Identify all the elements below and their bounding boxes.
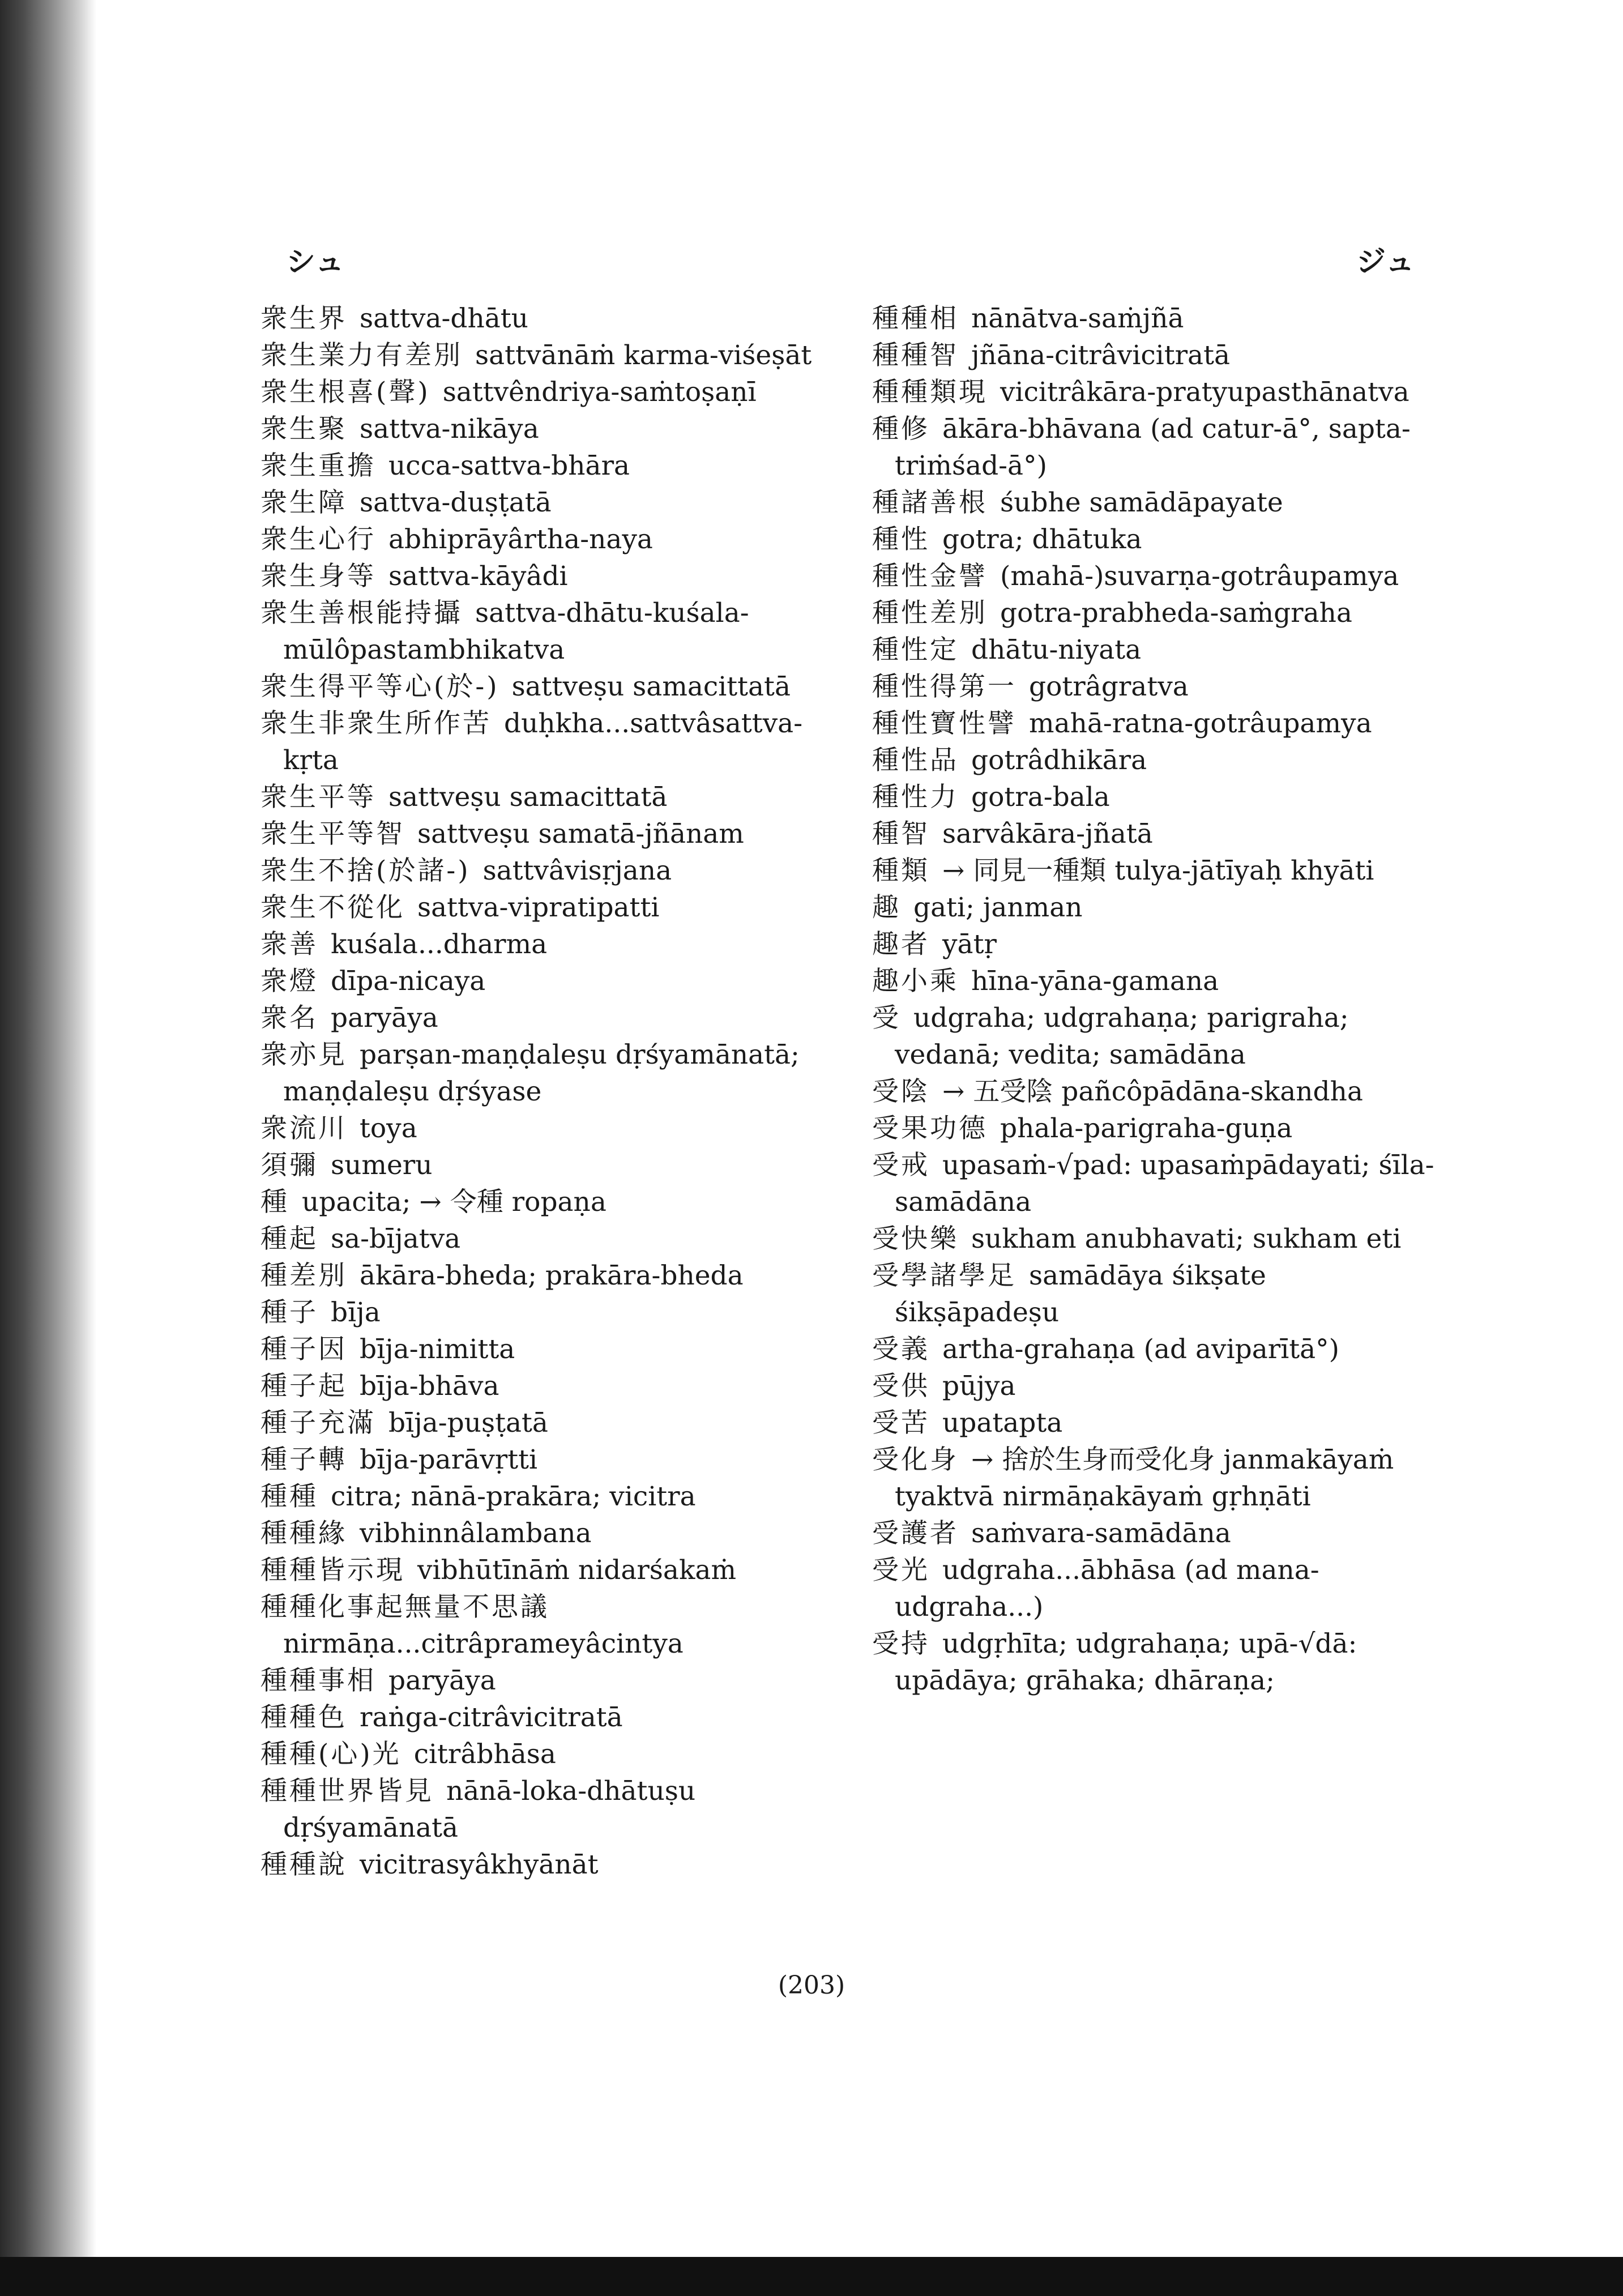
dictionary-entry [260,1552,821,1589]
entry-headword: 種種(心)光 [260,1739,402,1770]
entry-headword: 受陰 [872,1076,930,1107]
entry-headword: 衆生不捨(於諸-) [260,855,471,886]
entry-headword: 種子起 [260,1371,347,1402]
entry-headword: 種種說 [260,1849,347,1880]
entry-sanskrit: sattva-kāyâdi [388,561,568,592]
entry-headword: 種智 [872,818,930,850]
entry-headword: 衆生平等 [260,782,376,813]
dictionary-entry [872,963,1438,1000]
entry-sanskrit: bīja [331,1297,381,1328]
entry-sanskrit: dhātu-niyata [971,634,1142,665]
entry-sanskrit: udgraha...ābhāsa (ad mana-udgraha...) [895,1555,1319,1623]
entry-headword: 種性寶性譬 [872,708,1016,739]
dictionary-entry [260,705,821,779]
dictionary-entry [872,1441,1438,1515]
dictionary-entry [872,595,1438,631]
entry-sanskrit: dīpa-nicaya [331,966,486,997]
dictionary-entry [260,1662,821,1699]
entry-sanskrit: artha-grahaṇa (ad aviparītā°) [942,1334,1339,1365]
entry-sanskrit: vibhinnâlambana [360,1518,592,1549]
dictionary-entry [872,742,1438,779]
entry-sanskrit: hīna-yāna-gamana [971,966,1219,997]
entry-sanskrit: ākāra-bhāvana (ad catur-ā°, sapta-triṁśad-ā°) [895,413,1411,481]
entry-headword: 種種化事起無量不思議 [260,1591,549,1623]
dictionary-entry [260,1331,821,1368]
book-binding-shadow [0,0,96,2296]
entry-headword: 種種智 [872,340,959,371]
entry-sanskrit: paryāya [331,1002,438,1034]
entry-headword: 衆生得平等心(於-) [260,671,499,702]
dictionary-entry [260,558,821,595]
entry-headword: 種種事相 [260,1665,376,1696]
dictionary-entry [260,300,821,337]
dictionary-entry [260,963,821,1000]
dictionary-entry [872,1000,1438,1073]
dictionary-entry [872,889,1438,926]
entry-sanskrit: phala-parigraha-guṇa [1000,1113,1293,1144]
entry-headword: 衆生不從化 [260,892,405,923]
dictionary-entry [872,337,1438,374]
entry-sanskrit: sattvâvisṛjana [482,855,672,886]
entry-sanskrit: gati; janman [913,892,1083,923]
entry-headword: 種性差別 [872,598,988,629]
dictionary-entry [260,852,821,889]
entry-sanskrit: upatapta [942,1407,1063,1439]
dictionary-entry [260,1589,821,1662]
dictionary-entry [872,705,1438,742]
entry-headword: 趣者 [872,929,930,960]
entry-sanskrit: sattva-vipratipatti [417,892,660,923]
entry-sanskrit: vibhūtīnāṁ nidarśakaṁ [417,1555,737,1586]
entry-headword: 種種世界皆見 [260,1776,434,1807]
dictionary-entry [260,1368,821,1405]
entry-sanskrit: raṅga-citrâvicitratā [360,1702,623,1733]
entry-sanskrit: sattveṣu samacittatā [388,782,668,813]
entry-headword: 衆生業力有差別 [260,340,463,371]
dictionary-entry [872,1552,1438,1625]
entry-sanskrit: kuśala...dharma [331,929,548,960]
dictionary-entry [872,779,1438,816]
entry-sanskrit: yātṛ [942,929,997,960]
dictionary-entry [872,1515,1438,1552]
dictionary-entry [260,1478,821,1515]
dictionary-entry [260,1441,821,1478]
left-column [260,300,821,1883]
dictionary-entry [260,1773,821,1846]
entry-sanskrit: nānā-loka-dhātuṣu dṛśyamānatā [283,1776,696,1843]
dictionary-entry [872,1331,1438,1368]
entry-sanskrit: → 五受陰 pañcôpādāna-skandha [942,1076,1363,1107]
entry-headword: 種子轉 [260,1444,347,1475]
entry-sanskrit: sattva-dhātu-kuśala-mūlôpastambhikatva [283,598,749,665]
dictionary-entry [260,595,821,668]
dictionary-entry [872,558,1438,595]
entry-sanskrit: gotra-prabheda-saṁgraha [1000,598,1352,629]
entry-headword: 種 [260,1187,289,1218]
entry-sanskrit: upasaṁ-√pad: upasaṁpādayati; śīla-samādāna [895,1150,1434,1218]
entry-headword: 受化身 [872,1444,959,1475]
entry-headword: 種種皆示現 [260,1555,405,1586]
entry-sanskrit: nirmāṇa...citrâprameyâcintya [283,1628,684,1659]
entry-headword: 衆名 [260,1002,318,1034]
entry-headword: 種諸善根 [872,487,988,518]
entry-sanskrit: citra; nānā-prakāra; vicitra [331,1481,696,1512]
entry-sanskrit: udgraha; udgrahaṇa; parigraha; vedanā; vedita; samādāna [895,1002,1349,1070]
entry-headword: 種性力 [872,782,959,813]
entry-sanskrit: bīja-parāvṛtti [360,1444,538,1475]
page-number: (203) [778,1971,845,2000]
entry-headword: 衆生障 [260,487,347,518]
entry-sanskrit: mahā-ratna-gotrâupamya [1029,708,1372,739]
dictionary-entry [872,816,1438,852]
entry-headword: 種修 [872,413,930,445]
entry-headword: 受持 [872,1628,930,1659]
entry-sanskrit: pūjya [942,1371,1016,1402]
entry-sanskrit: gotrâgratva [1029,671,1189,702]
entry-headword: 種性金譬 [872,561,988,592]
entry-sanskrit: sukham anubhavati; sukham eti [971,1223,1402,1254]
entry-sanskrit: vicitrâkāra-pratyupasthānatva [1000,377,1410,408]
dictionary-entry [872,1073,1438,1110]
entry-headword: 受供 [872,1371,930,1402]
entry-sanskrit: sattveṣu samatā-jñānam [417,818,744,850]
dictionary-entry [260,1220,821,1257]
dictionary-entry [260,484,821,521]
dictionary-entry [872,1110,1438,1147]
entry-headword: 種種緣 [260,1518,347,1549]
entry-headword: 受戒 [872,1150,930,1181]
entry-headword: 種子因 [260,1334,347,1365]
entry-sanskrit: bīja-bhāva [360,1371,499,1402]
entry-headword: 衆生平等智 [260,818,405,850]
entry-sanskrit: sattvêndriya-saṁtoṣaṇī [442,377,757,408]
entry-headword: 受苦 [872,1407,930,1439]
dictionary-entry [260,411,821,447]
dictionary-entry [872,926,1438,963]
entry-headword: 衆燈 [260,966,318,997]
entry-sanskrit: sattva-duṣṭatā [360,487,552,518]
dictionary-entry [260,1184,821,1220]
dictionary-entry [260,1257,821,1294]
entry-headword: 須彌 [260,1150,318,1181]
entry-headword: 衆生善根能持攝 [260,598,463,629]
entry-sanskrit: samādāya śikṣate śikṣāpadeṣu [895,1260,1266,1328]
entry-headword: 種種類現 [872,377,988,408]
dictionary-entry [872,1368,1438,1405]
entry-headword: 衆生非衆生所作苦 [260,708,492,739]
entry-headword: 種性 [872,524,930,555]
entry-headword: 受義 [872,1334,930,1365]
entry-sanskrit: paryāya [388,1665,496,1696]
entry-headword: 衆善 [260,929,318,960]
entry-sanskrit: sattveṣu samacittatā [511,671,791,702]
dictionary-entry [260,779,821,816]
entry-headword: 受學諸學足 [872,1260,1016,1291]
entry-sanskrit: gotrâdhikāra [971,745,1147,776]
entry-headword: 種差別 [260,1260,347,1291]
dictionary-entry [872,852,1438,889]
entry-sanskrit: vicitrasyâkhyānāt [360,1849,599,1880]
entry-sanskrit: abhiprāyârtha-naya [388,524,653,555]
entry-sanskrit: gotra-bala [971,782,1110,813]
entry-sanskrit: sarvâkāra-jñatā [942,818,1153,850]
entry-sanskrit: saṁvara-samādāna [971,1518,1231,1549]
dictionary-entry [872,631,1438,668]
entry-headword: 衆生界 [260,303,347,334]
dictionary-entry [260,1147,821,1184]
dictionary-entry [260,521,821,558]
entry-sanskrit: → 同見一種類 tulya-jātīyaḥ khyāti [942,855,1374,886]
entry-headword: 受護者 [872,1518,959,1549]
entry-headword: 受光 [872,1555,930,1586]
dictionary-entry [260,668,821,705]
entry-headword: 種種 [260,1481,318,1512]
dictionary-entry [260,1699,821,1736]
dictionary-entry [872,411,1438,484]
entry-sanskrit: parṣan-maṇḍaleṣu dṛśyamānatā; maṇḍaleṣu dṛśyase [283,1039,800,1107]
entry-headword: 種性定 [872,634,959,665]
dictionary-entry [260,447,821,484]
entry-sanskrit: jñāna-citrâvicitratā [971,340,1230,371]
dictionary-entry [260,337,821,374]
dictionary-entry [872,1625,1438,1699]
dictionary-entry [872,1220,1438,1257]
entry-sanskrit: toya [360,1113,417,1144]
dictionary-entry [260,816,821,852]
entry-sanskrit: śubhe samādāpayate [1000,487,1283,518]
entry-headword: 種子充滿 [260,1407,376,1439]
dictionary-entry [872,300,1438,337]
entry-headword: 種起 [260,1223,318,1254]
entry-sanskrit: bīja-nimitta [360,1334,515,1365]
entry-sanskrit: sattvānāṁ karma-viśeṣāt [475,340,812,371]
entry-headword: 趣 [872,892,901,923]
entry-sanskrit: duḥkha...sattvâsattva-kṛta [283,708,803,776]
dictionary-entry [872,521,1438,558]
entry-headword: 受果功德 [872,1113,988,1144]
dictionary-entry [872,1257,1438,1331]
entry-sanskrit: bīja-puṣṭatā [388,1407,548,1439]
entry-headword: 種類 [872,855,930,886]
dictionary-entry [260,1294,821,1331]
dictionary-entry [872,1405,1438,1441]
dictionary-entry [260,1736,821,1773]
dictionary-entry [260,374,821,411]
entry-headword: 受快樂 [872,1223,959,1254]
entry-sanskrit: sattva-dhātu [360,303,528,334]
dictionary-entry [872,1147,1438,1220]
entry-sanskrit: sa-bījatva [331,1223,461,1254]
entry-sanskrit: (mahā-)suvarṇa-gotrâupamya [1000,561,1399,592]
dictionary-entry [260,926,821,963]
entry-headword: 種種相 [872,303,959,334]
entry-sanskrit: → 捨於生身而受化身 janmakāyaṁ tyaktvā nirmāṇakāyaṁ gṛhṇāti [895,1444,1394,1512]
dictionary-entry [260,1405,821,1441]
running-head-left: シュ [286,245,344,279]
entry-sanskrit: citrâbhāsa [413,1739,556,1770]
entry-headword: 衆生身等 [260,561,376,592]
entry-sanskrit: gotra; dhātuka [942,524,1142,555]
entry-headword: 衆生聚 [260,413,347,445]
entry-headword: 衆生心行 [260,524,376,555]
dictionary-entry [260,889,821,926]
entry-sanskrit: ucca-sattva-bhāra [388,450,630,481]
entry-headword: 種性得第一 [872,671,1016,702]
running-head-right: ジュ [1356,245,1415,279]
entry-headword: 衆生重擔 [260,450,376,481]
entry-headword: 受 [872,1002,901,1034]
dictionary-entry [260,1036,821,1110]
entry-headword: 種子 [260,1297,318,1328]
dictionary-entry [260,1515,821,1552]
entry-headword: 種性品 [872,745,959,776]
entry-headword: 衆流川 [260,1113,347,1144]
scan-bottom-edge [0,2257,1623,2296]
dictionary-entry [260,1846,821,1883]
entry-sanskrit: upacita; → 令種 ropaṇa [302,1187,607,1218]
entry-headword: 衆生根喜(聲) [260,377,430,408]
entry-headword: 衆亦見 [260,1039,347,1070]
dictionary-entry [260,1000,821,1036]
dictionary-entry [872,484,1438,521]
entry-sanskrit: ākāra-bheda; prakāra-bheda [360,1260,744,1291]
dictionary-entry [872,374,1438,411]
entry-sanskrit: sumeru [331,1150,433,1181]
dictionary-entry [872,668,1438,705]
entry-sanskrit: sattva-nikāya [360,413,539,445]
right-column [872,300,1438,1699]
entry-sanskrit: nānātva-saṁjñā [971,303,1184,334]
entry-headword: 趣小乘 [872,966,959,997]
dictionary-entry [260,1110,821,1147]
entry-headword: 種種色 [260,1702,347,1733]
entry-sanskrit: udgṛhīta; udgrahaṇa; upā-√dā: upādāya; grāhaka; dhāraṇa; [895,1628,1357,1696]
